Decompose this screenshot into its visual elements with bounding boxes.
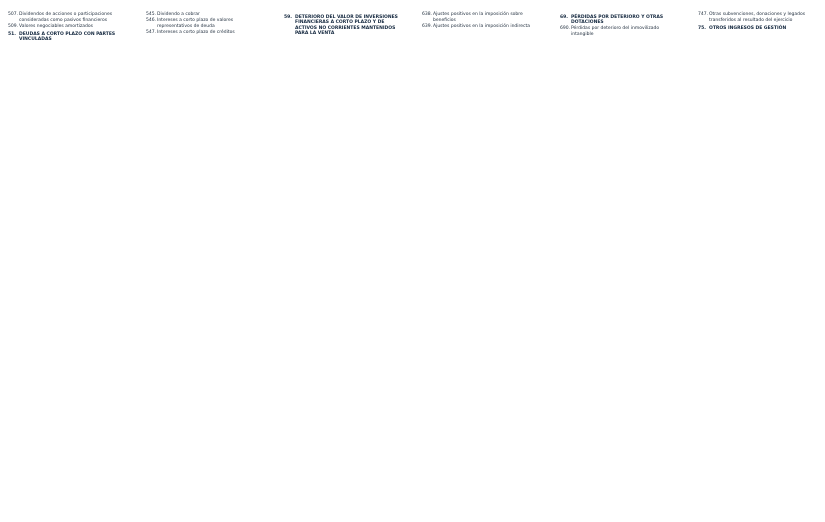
account-code: 638. [422,12,433,17]
account-entry [422,12,540,23]
account-name: Intereses a corto plazo de valores representativos de deuda [157,17,234,29]
account-code: 509. [8,23,19,29]
account-name: PÉRDIDAS POR DETERIORO Y OTRAS DOTACIONES [571,14,664,26]
column-5 [560,12,678,38]
account-code: 690. [560,26,571,32]
column-6 [698,12,816,32]
account-entry [698,12,816,23]
account-entry [8,24,126,30]
account-code: 75. [698,25,706,31]
account-name: Intereses a corto plazo de créditos [157,29,235,35]
account-code: 507. [8,12,19,17]
account-code: 51. [8,31,16,37]
account-name: Dividendo a cobrar [157,12,200,17]
account-name: Pérdidas por deterioro del inmovilizado intangible [571,26,660,37]
account-name: Ajustes positivos en la imposición indirecta [433,23,531,29]
account-name: DEUDAS A CORTO PLAZO CON PARTES VINCULADAS [19,31,116,43]
account-code: 546. [146,17,157,23]
account-name: Otras subvenciones, donaciones y legados transferidos al resultado del ejercicio [709,12,806,23]
account-code: 547. [146,29,157,35]
account-heading [8,32,126,43]
column-2 [146,12,264,36]
account-name: DETERIORO DEL VALOR DE INVERSIONES FINANCIERAS A CORTO PLAZO Y DE ACTIVOS NO CORRIENTES MANTENIDOS PARA LA VENTA [295,14,398,37]
account-entry [560,26,678,37]
account-name: Dividendos de acciones o participaciones consideradas como pasivos financieros [19,12,113,23]
account-code: 639. [422,23,433,29]
account-code: 59. [284,14,292,20]
account-name: OTROS INGRESOS DE GESTIÓN [709,25,787,31]
account-entry [422,24,540,30]
account-entry [8,12,126,23]
account-name: Ajustes positivos en la imposición sobre beneficios [433,12,523,23]
account-heading [560,15,678,26]
column-4 [422,12,540,30]
account-entry [146,12,264,18]
account-heading [698,26,816,32]
account-code: 747. [698,12,709,17]
account-heading [284,15,402,37]
account-code: 545. [146,12,157,17]
column-3 [284,12,402,37]
account-name: Valores negociables amortizados [19,23,93,29]
account-entry [146,18,264,29]
account-entry [146,30,264,36]
account-code: 69. [560,14,568,20]
column-1 [8,12,126,43]
